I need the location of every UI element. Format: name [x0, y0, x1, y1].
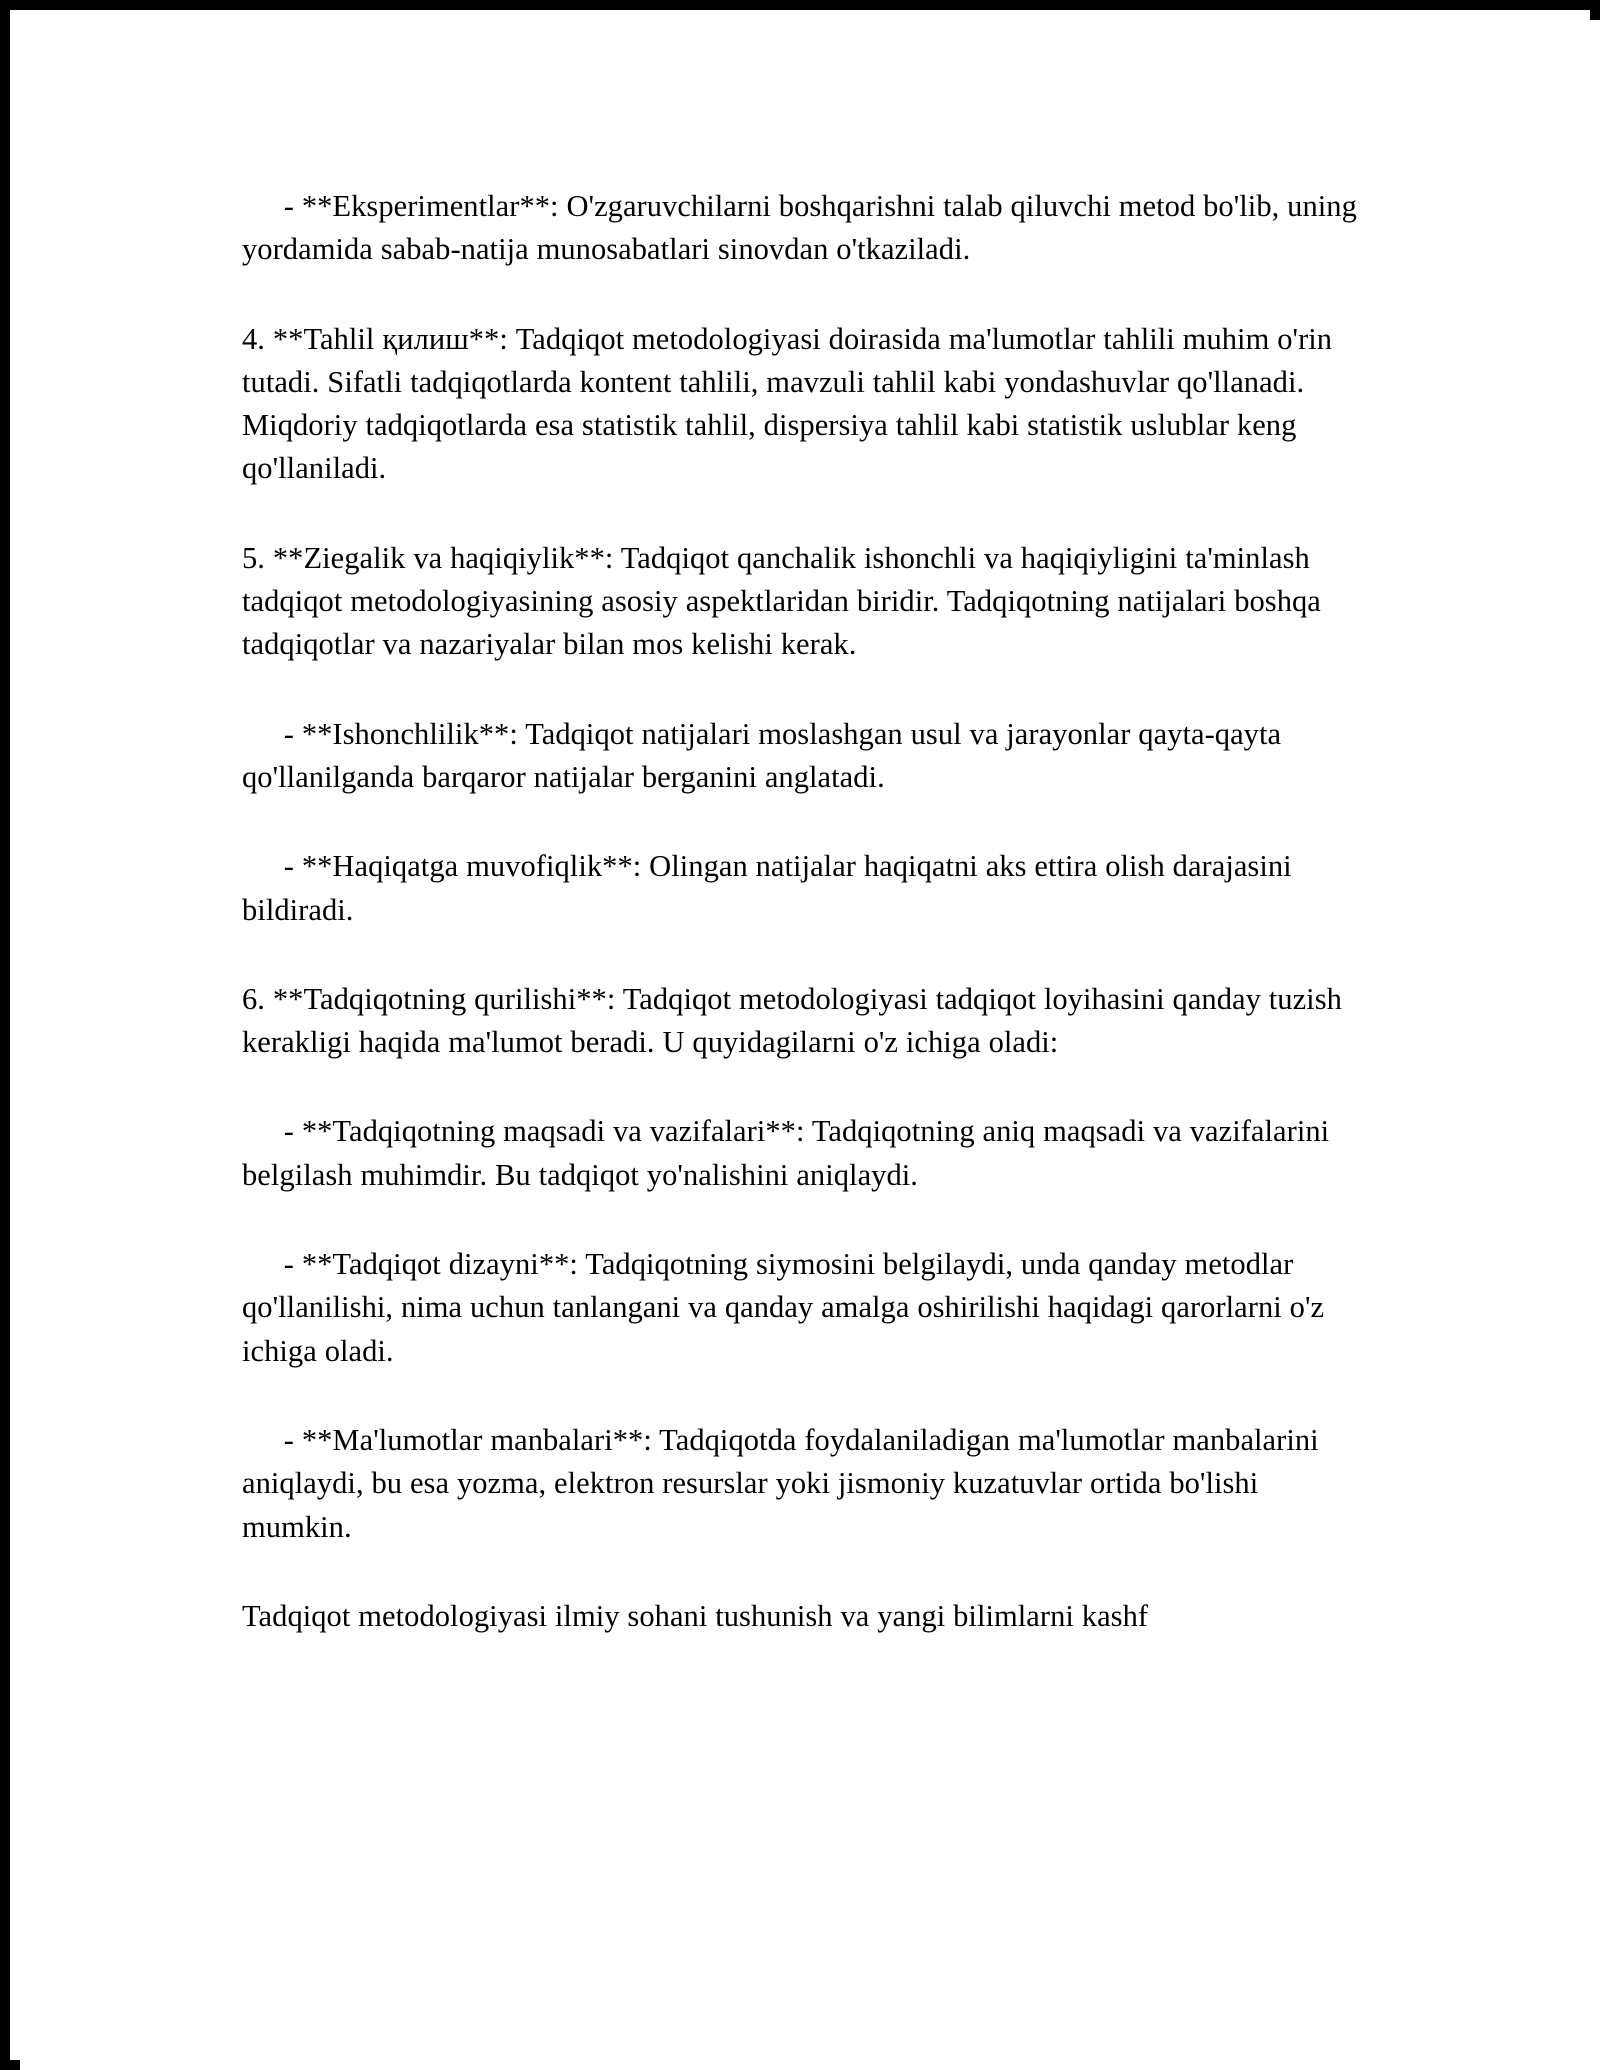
document-text-column	[242, 185, 1365, 1638]
paragraph-bullet-eksperimentlar: - **Eksperimentlar**: O'zgaruvchilarni boshqarishni talab qiluvchi metod bo'lib, uning yordamida sabab-natija munosabatlari sinovdan o'tkaziladi.	[242, 189, 1365, 267]
paragraph-bullet-tadqiqot-dizayni: - **Tadqiqot dizayni**: Tadqiqotning siymosini belgilaydi, unda qanday metodlar qo'llanilishi, nima uchun tanlangani va qanday amalga oshirilishi haqidagi qarorlarni o'z ichiga oladi.	[242, 1247, 1332, 1368]
paragraph-bullet-maqsadi-va-vazifalari: - **Tadqiqotning maqsadi va vazifalari**: Tadqiqotning aniq maqsadi va vazifalarini belgilash muhimdir. Bu tadqiqot yo'nalishini aniqlaydi.	[242, 1114, 1338, 1192]
paragraph-bullet-haqiqatga-muvofiqlik: - **Haqiqatga muvofiqlik**: Olingan natijalar haqiqatni aks ettira olish darajasini bildiradi.	[242, 849, 1300, 927]
paragraph-bullet-ishonchlilik: - **Ishonchlilik**: Tadqiqot natijalari moslashgan usul va jarayonlar qayta-qayta qo'llanilganda barqaror natijalar berganini anglatadi.	[242, 716, 1289, 794]
paragraph-item-5-ziegalik-va-haqiqiylik: 5. **Ziegalik va haqiqiylik**: Tadqiqot qanchalik ishonchli va haqiqiyligini ta'minlash tadqiqot metodologiyasining asosiy aspektlaridan biridir. Tadqiqotning natijalari boshqa tadqiqotlar va nazariyalar bilan mos kelishi kerak.	[242, 540, 1329, 662]
paragraph-item-4-tahlil-qilish: 4. **Tahlil қилиш**: Tadqiqot metodologiyasi doirasida ma'lumotlar tahlili muhim o'rin tutadi. Sifatli tadqiqotlarda kontent tahlili, mavzuli tahlil kabi yondashuvlar qo'llanadi. Miqdoriy tadqiqotlarda esa statistik tahlil, dispersiya tahlil kabi statistik uslublar keng qo'llaniladi.	[242, 321, 1340, 486]
page-canvas	[20, 20, 1600, 2070]
paragraph-item-6-tadqiqotning-qurilishi: 6. **Tadqiqotning qurilishi**: Tadqiqot metodologiyasi tadqiqot loyihasini qanday tuzish kerakligi haqida ma'lumot beradi. U quyidagilarni o'z ichiga oladi:	[242, 981, 1350, 1060]
paragraph-closing: Tadqiqot metodologiyasi ilmiy sohani tushunish va yangi bilimlarni kashf	[242, 1598, 1149, 1633]
paragraph-bullet-malumotlar-manbalari: - **Ma'lumotlar manbalari**: Tadqiqotda foydalaniladigan ma'lumotlar manbalarini aniqlaydi, bu esa yozma, elektron resurslar yoki jismoniy kuzatuvlar ortida bo'lishi mumkin.	[242, 1422, 1327, 1544]
